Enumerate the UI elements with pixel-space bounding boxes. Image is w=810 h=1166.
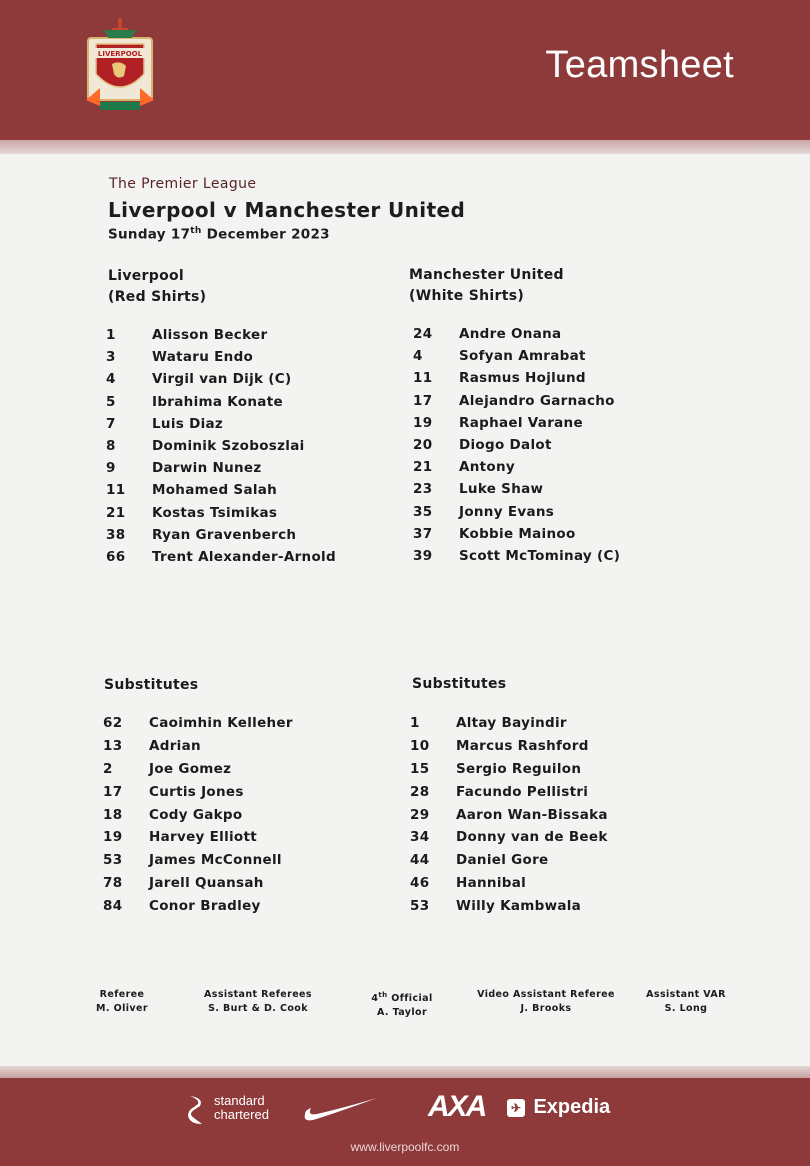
- player-name: Luis Diaz: [152, 415, 224, 432]
- player-name: Sofyan Amrabat: [459, 348, 586, 365]
- list-item: [413, 345, 620, 367]
- footer-url: www.liverpoolfc.com: [350, 1140, 460, 1154]
- player-name: Kobbie Mainoo: [459, 525, 576, 542]
- official-fourth: [356, 988, 448, 1020]
- match-date-suffix: th: [190, 226, 202, 236]
- list-item: [103, 735, 293, 758]
- home-team-name: Liverpool: [108, 268, 185, 284]
- player-name: Hannibal: [456, 875, 527, 892]
- sponsor-text-1: standard: [214, 1093, 265, 1108]
- player-name: Ryan Gravenberch: [152, 526, 297, 543]
- list-item: [103, 849, 293, 872]
- official-role: [356, 988, 448, 1006]
- player-name: Aaron Wan-Bissaka: [456, 806, 608, 823]
- shirt-number: 21: [413, 459, 433, 476]
- shirt-number: 5: [106, 393, 116, 410]
- shirt-number: 9: [106, 460, 116, 477]
- shirt-number: 4: [413, 348, 423, 365]
- player-name: Scott McTominay (C): [459, 547, 621, 564]
- list-item: [106, 524, 336, 546]
- list-item: [410, 872, 608, 895]
- list-item: [103, 804, 293, 827]
- nike-swoosh-icon: [303, 1094, 379, 1124]
- list-item: [106, 435, 336, 457]
- match-date: [108, 226, 330, 243]
- shirt-number: 2: [103, 760, 113, 777]
- official-name: S. Long: [664, 1003, 708, 1014]
- header-band: [0, 0, 810, 140]
- list-item: [413, 545, 620, 567]
- shirt-number: 17: [103, 783, 123, 800]
- home-subs-header: Substitutes: [104, 677, 199, 693]
- player-name: Alejandro Garnacho: [459, 392, 615, 409]
- list-item: [413, 523, 620, 545]
- list-item: [106, 546, 336, 568]
- list-item: [410, 849, 608, 872]
- list-item: [106, 502, 336, 524]
- away-team-header: [409, 265, 564, 307]
- sponsor-axa: AXA: [428, 1090, 486, 1123]
- list-item: [413, 390, 620, 412]
- shirt-number: 11: [106, 482, 126, 499]
- list-item: [410, 712, 608, 735]
- player-name: Caoimhin Kelleher: [149, 715, 293, 731]
- player-name: Harvey Elliott: [149, 829, 258, 846]
- shirt-number: 7: [106, 415, 116, 432]
- home-starting-list: [106, 324, 336, 568]
- shirt-number: 19: [413, 414, 433, 431]
- list-item: [413, 367, 620, 389]
- shirt-number: 66: [106, 548, 126, 565]
- shirt-number: 1: [106, 327, 116, 343]
- player-name: Daniel Gore: [456, 852, 549, 869]
- list-item: [106, 391, 336, 413]
- list-item: [410, 895, 608, 918]
- shirt-number: 53: [103, 852, 123, 869]
- list-item: [413, 501, 620, 523]
- shirt-number: 38: [106, 526, 126, 543]
- away-team-kit: (White Shirts): [409, 288, 525, 304]
- list-item: [103, 758, 293, 781]
- player-name: Virgil van Dijk (C): [152, 371, 292, 388]
- list-item: [106, 457, 336, 479]
- shirt-number: 19: [103, 829, 123, 846]
- list-item: [410, 735, 608, 758]
- list-item: [103, 826, 293, 849]
- player-name: Alisson Becker: [152, 327, 268, 343]
- player-name: Antony: [459, 459, 515, 476]
- shirt-number: 18: [103, 806, 123, 823]
- official-role-suffix: th: [378, 991, 388, 999]
- match-officials: [0, 988, 810, 1024]
- shirt-number: 46: [410, 875, 430, 892]
- list-item: [413, 434, 620, 456]
- player-name: Wataru Endo: [152, 349, 254, 366]
- player-name: Trent Alexander-Arnold: [152, 548, 336, 565]
- list-item: [106, 346, 336, 368]
- crest-wordmark: LIVERPOOL: [97, 50, 143, 58]
- player-name: Willy Kambwala: [456, 898, 582, 915]
- list-item: [103, 712, 293, 735]
- expedia-plane-icon: ✈: [507, 1099, 525, 1117]
- list-item: [413, 456, 620, 478]
- shirt-number: 34: [410, 829, 430, 846]
- list-item: [413, 478, 620, 500]
- shirt-number: 11: [413, 370, 433, 387]
- expedia-wordmark: Expedia: [533, 1096, 611, 1118]
- player-name: Jonny Evans: [459, 503, 555, 520]
- list-item: [106, 479, 336, 501]
- list-item: [410, 781, 608, 804]
- player-name: Kostas Tsimikas: [152, 504, 278, 521]
- home-team-kit: (Red Shirts): [108, 289, 207, 305]
- official-assistant-var: [636, 988, 736, 1016]
- official-role: Video Assistant Referee: [477, 989, 615, 1000]
- official-assistant-referees: [190, 988, 326, 1016]
- player-name: Rasmus Hojlund: [459, 370, 586, 387]
- player-name: Facundo Pellistri: [456, 783, 589, 800]
- list-item: [103, 895, 293, 918]
- player-name: Diogo Dalot: [459, 436, 552, 453]
- player-name: Sergio Reguilon: [456, 760, 582, 777]
- sponsor-text-2: chartered: [214, 1107, 269, 1122]
- shirt-number: 4: [106, 371, 116, 388]
- shirt-number: 10: [410, 737, 430, 754]
- player-name: Dominik Szoboszlai: [152, 437, 305, 454]
- shirt-number: 8: [106, 437, 116, 454]
- shirt-number: 53: [410, 898, 430, 915]
- player-name: Jarell Quansah: [149, 875, 264, 892]
- shirt-number: 20: [413, 436, 433, 453]
- player-name: Cody Gakpo: [149, 806, 243, 823]
- shirt-number: 78: [103, 875, 123, 892]
- away-starting-list: [413, 323, 620, 567]
- shirt-number: 35: [413, 503, 433, 520]
- player-name: Mohamed Salah: [152, 482, 278, 499]
- list-item: [413, 412, 620, 434]
- shirt-number: 17: [413, 392, 433, 409]
- list-item: [413, 323, 620, 345]
- player-name: Ibrahima Konate: [152, 393, 283, 410]
- official-name: A. Taylor: [376, 1007, 428, 1019]
- player-name: Conor Bradley: [149, 898, 261, 915]
- match-date-rest: December 2023: [201, 226, 330, 243]
- player-name: Darwin Nunez: [152, 460, 262, 477]
- home-subs-list: [103, 712, 293, 918]
- official-role: Referee: [99, 989, 145, 1000]
- liverpool-crest-icon: [82, 14, 158, 114]
- player-name: Luke Shaw: [459, 481, 544, 498]
- page-title: Teamsheet: [545, 44, 734, 86]
- home-team-header: [108, 266, 206, 308]
- official-name: M. Oliver: [96, 1003, 148, 1014]
- away-subs-header: Substitutes: [412, 676, 507, 692]
- player-name: Altay Bayindir: [456, 715, 567, 731]
- shirt-number: 29: [410, 806, 430, 823]
- list-item: [410, 758, 608, 781]
- shirt-number: 24: [413, 326, 433, 342]
- player-name: Joe Gomez: [149, 760, 232, 777]
- footer-divider: [0, 1066, 810, 1078]
- shirt-number: 1: [410, 715, 420, 731]
- shirt-number: 39: [413, 547, 433, 564]
- player-name: Marcus Rashford: [456, 737, 589, 754]
- match-date-day: Sunday 17: [108, 226, 191, 243]
- list-item: [103, 781, 293, 804]
- official-role-text: Official: [387, 993, 433, 1005]
- header-divider: [0, 140, 810, 154]
- list-item: [410, 826, 608, 849]
- sponsor-expedia: [507, 1096, 610, 1120]
- shirt-number: 44: [410, 852, 430, 869]
- shirt-number: 15: [410, 760, 430, 777]
- away-team-name: Manchester United: [409, 267, 564, 283]
- shirt-number: 62: [103, 715, 123, 731]
- official-name: J. Brooks: [520, 1003, 572, 1014]
- player-name: James McConnell: [149, 852, 282, 869]
- official-referee: [92, 988, 152, 1016]
- official-role: Assistant Referees: [204, 989, 312, 1000]
- player-name: Adrian: [149, 737, 201, 754]
- match-title: Liverpool v Manchester United: [108, 198, 466, 222]
- shirt-number: 23: [413, 481, 433, 498]
- player-name: Raphael Varane: [459, 414, 583, 431]
- player-name: Donny van de Beek: [456, 829, 608, 846]
- official-name: S. Burt & D. Cook: [208, 1003, 308, 1014]
- official-role: Assistant VAR: [646, 989, 726, 1000]
- official-role-number: 4: [371, 993, 379, 1005]
- shirt-number: 21: [106, 504, 126, 521]
- list-item: [103, 872, 293, 895]
- shirt-number: 84: [103, 898, 123, 915]
- sponsor-standard-chartered: [186, 1092, 290, 1128]
- player-name: Andre Onana: [459, 326, 562, 342]
- player-name: Curtis Jones: [149, 783, 244, 800]
- shirt-number: 13: [103, 737, 123, 754]
- list-item: [106, 413, 336, 435]
- away-subs-list: [410, 712, 608, 918]
- shirt-number: 28: [410, 783, 430, 800]
- list-item: [410, 804, 608, 827]
- shirt-number: 3: [106, 349, 116, 366]
- shirt-number: 37: [413, 525, 433, 542]
- official-var: [466, 988, 626, 1016]
- list-item: [106, 368, 336, 390]
- standard-chartered-icon: [186, 1094, 208, 1126]
- list-item: [106, 324, 336, 346]
- competition-name: The Premier League: [109, 176, 257, 192]
